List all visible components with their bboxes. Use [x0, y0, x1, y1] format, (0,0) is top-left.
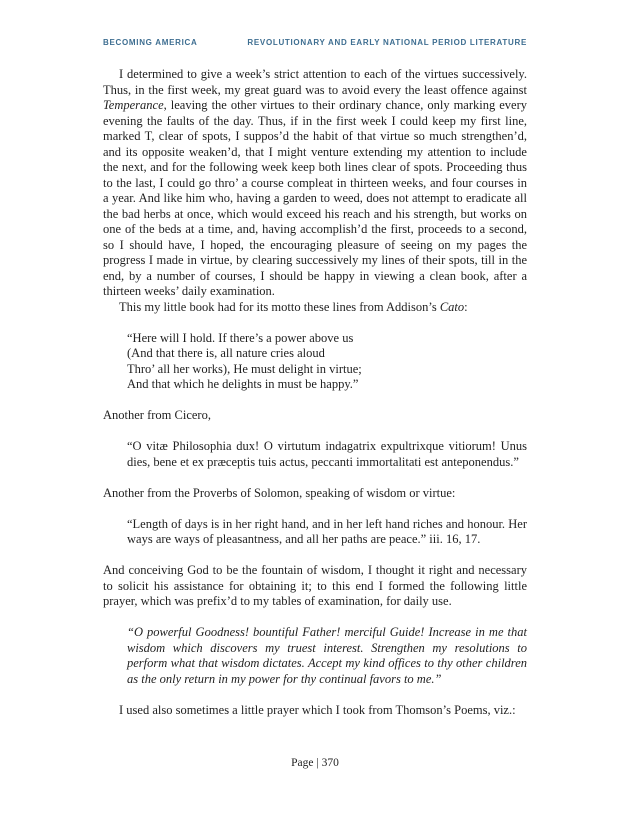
poem-line: Thro’ all her works), He must delight in virtue;	[127, 361, 362, 376]
paragraph-virtues-plan	[103, 67, 527, 300]
text-run: This my little book had for its motto these lines from Addison’s	[119, 299, 440, 314]
header-section-title: REVOLUTIONARY AND EARLY NATIONAL PERIOD LITERATURE	[247, 38, 527, 47]
quote-daily-prayer: “O powerful Goodness! bountiful Father! merciful Guide! Increase in me that wisdom which discovers my truest interest. Strengthen my resolutions to perform what that wisdom dictates. Accept my kind offices to thy other children as the only return in my power for thy continual favors to me.”	[127, 625, 527, 686]
quote-cicero: “O vitæ Philosophia dux! O virtutum indagatrix expultrixque vitiorum! Unus dies, bene et ex præceptis tuis actus, peccanti immortalitati est anteponendus.”	[127, 439, 527, 469]
header-book-title: BECOMING AMERICA	[103, 38, 198, 47]
poem-quote-cato	[127, 331, 527, 393]
poem-line: “Here will I hold. If there’s a power above us	[127, 330, 354, 345]
text-run-italic-cato: Cato	[439, 299, 465, 314]
page-footer	[0, 757, 630, 769]
poem-line: And that which he delights in must be happy.”	[127, 377, 359, 391]
page-number: Page | 370	[291, 757, 339, 769]
quote-proverbs: “Length of days is in her right hand, and in her left hand riches and honour. Her ways are ways of pleasantness, and all her paths are peace.” iii. 16, 17.	[127, 516, 527, 546]
paragraph-cicero-intro: Another from Cicero,	[103, 408, 211, 422]
poem-line: (And that there is, all nature cries aloud	[127, 346, 325, 360]
page-body	[103, 67, 527, 718]
paragraph-motto-intro	[103, 300, 527, 316]
running-header	[103, 38, 527, 47]
text-run: , leaving the other virtues to their ordinary chance, only marking every evening the faults of the day. Thus, if in the first week I could keep my first line, marked T, clear of spots, I suppos’d the habit of that virtue so much strengthen’d, and its opposite weaken’d, that I might venture extending my attention to include the next, and for the following week keep both lines clear of spots. Proceeding thus to the last, I could go thro’ a course compleat in thirteen weeks, and four courses in a year. And like him who, having a garden to weed, does not attempt to eradicate all the bad herbs at once, which would exceed his reach and his strength, but works on one of the beds at a time, and, having accomplish’d the first, proceeds to a second, so I should have, I hoped, the encouraging pleasure of seeing on my pages the progress I made in virtue, by clearing successively my lines of their spots, till in the end, by a number of courses, I should be happy in viewing a clean book, after a thirteen weeks’ daily examination.	[103, 98, 527, 298]
paragraph-prayer-intro: And conceiving God to be the fountain of wisdom, I thought it right and necessary to solicit his assistance for obtaining it; to this end I formed the following little prayer, which was prefix’d to my tables of examination, for daily use.	[103, 563, 527, 608]
text-run-italic-temperance: Temperance	[103, 98, 164, 112]
paragraph-proverbs-intro: Another from the Proverbs of Solomon, speaking of wisdom or virtue:	[103, 485, 456, 500]
text-run: :	[464, 299, 468, 314]
text-run: I determined to give a week’s strict attention to each of the virtues successively. Thus, in the first week, my great guard was to avoid every the least offence against	[103, 67, 527, 97]
paragraph-thomson-intro: I used also sometimes a little prayer which I took from Thomson’s Poems, viz.:	[119, 702, 516, 717]
